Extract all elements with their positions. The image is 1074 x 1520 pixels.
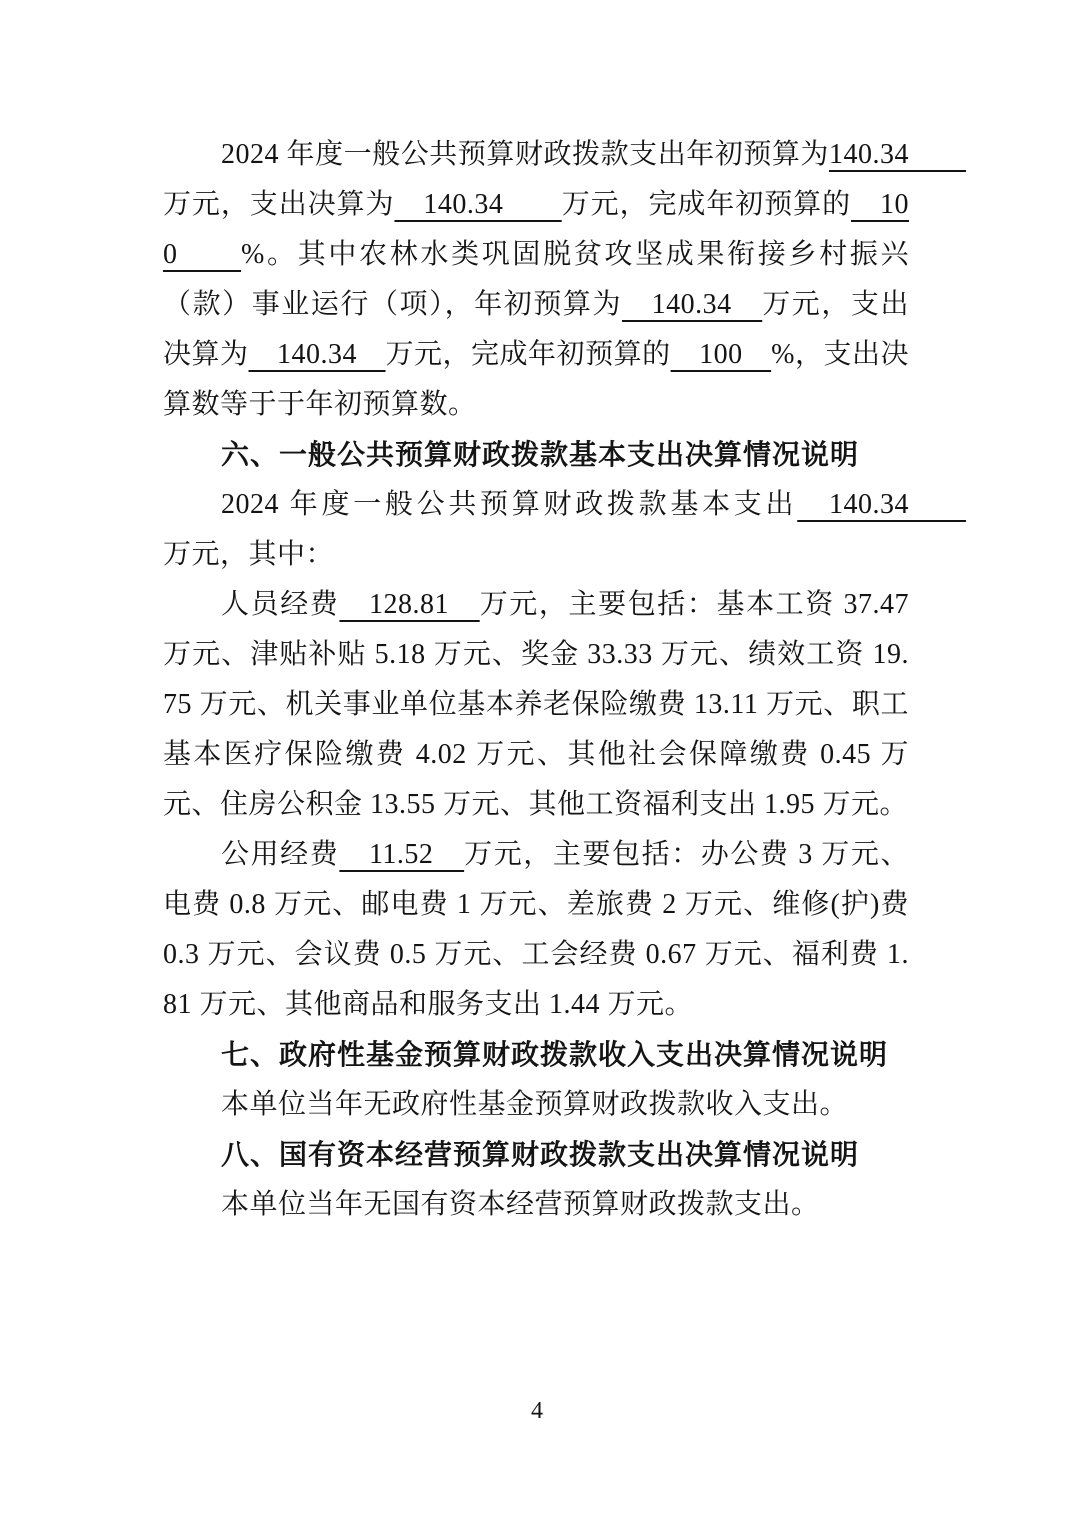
underlined-value: 11.52 [339, 839, 465, 870]
section-heading [163, 430, 909, 480]
body-paragraph [163, 830, 909, 1030]
underlined-value: 140.34 [797, 489, 966, 520]
text-run: 八、国有资本经营预算财政拨款支出决算情况说明 [221, 1139, 860, 1170]
body-paragraph [163, 1080, 909, 1130]
body-paragraph [163, 1180, 909, 1230]
page-footer [0, 1398, 1074, 1425]
text-run: 万元，完成年初预算的 [561, 189, 852, 220]
text-run: 七、政府性基金预算财政拨款收入支出决算情况说明 [221, 1039, 889, 1070]
document-body [163, 130, 967, 1230]
underlined-value: 140.34 [248, 339, 386, 370]
text-run: 万元，主要包括：办公费 3 万元、电费 0.8 万元、邮电费 1 万元、差旅费 2 万元、维修(护)费 0.3 万元、会议费 0.5 万元、工会经费 0.67 万元、福利费 1.81 万元、其他商品和服务支出 1.44 万元。 [163, 839, 909, 1020]
section-heading [163, 1030, 909, 1080]
section-heading [163, 1130, 909, 1180]
text-run: 人员经费 [221, 589, 340, 620]
body-paragraph [163, 580, 909, 830]
underlined-value: 140.34 [829, 139, 967, 170]
underlined-value: 128.81 [339, 589, 480, 620]
text-run: 本单位当年无政府性基金预算财政拨款收入支出。 [221, 1089, 849, 1120]
text-run: 万元，支出决算为 [163, 189, 395, 220]
underlined-value: 140.34 [394, 189, 562, 220]
text-run: %。其中农林水类巩固脱贫攻坚成果衔接乡村振兴（款）事业运行（项），年初预算为 [163, 239, 909, 320]
text-run: 万元，完成年初预算的 [385, 339, 671, 370]
text-run: %，支出决算数等于于年初预算数。 [163, 339, 909, 420]
text-run: 万元，支出决算为 [163, 289, 909, 370]
text-run: 本单位当年无国有资本经营预算财政拨款支出。 [221, 1189, 820, 1220]
body-paragraph [163, 130, 967, 430]
text-run: 2024 年度一般公共预算财政拨款支出年初预算为 [221, 139, 829, 170]
text-run: 2024 年度一般公共预算财政拨款基本支出 [221, 489, 798, 520]
underlined-value: 100 [670, 339, 772, 370]
underlined-value: 140.34 [622, 289, 763, 320]
text-run: 万元，主要包括：基本工资 37.47 万元、津贴补贴 5.18 万元、奖金 33.33 万元、绩效工资 19.75 万元、机关事业单位基本养老保险缴费 13.11 万元、职工基本医疗保险缴费 4.02 万元、其他社会保障缴费 0.45 万元、住房公积金 13.55 万元、其他工资福利支出 1.95 万元。 [163, 589, 909, 820]
text-run: 六、一般公共预算财政拨款基本支出决算情况说明 [221, 439, 860, 470]
page-number: 4 [531, 1398, 543, 1424]
text-run: 公用经费 [221, 839, 340, 870]
underlined-value: 100 [163, 189, 909, 270]
body-paragraph [163, 480, 966, 580]
text-run: 万元，其中： [163, 539, 335, 570]
